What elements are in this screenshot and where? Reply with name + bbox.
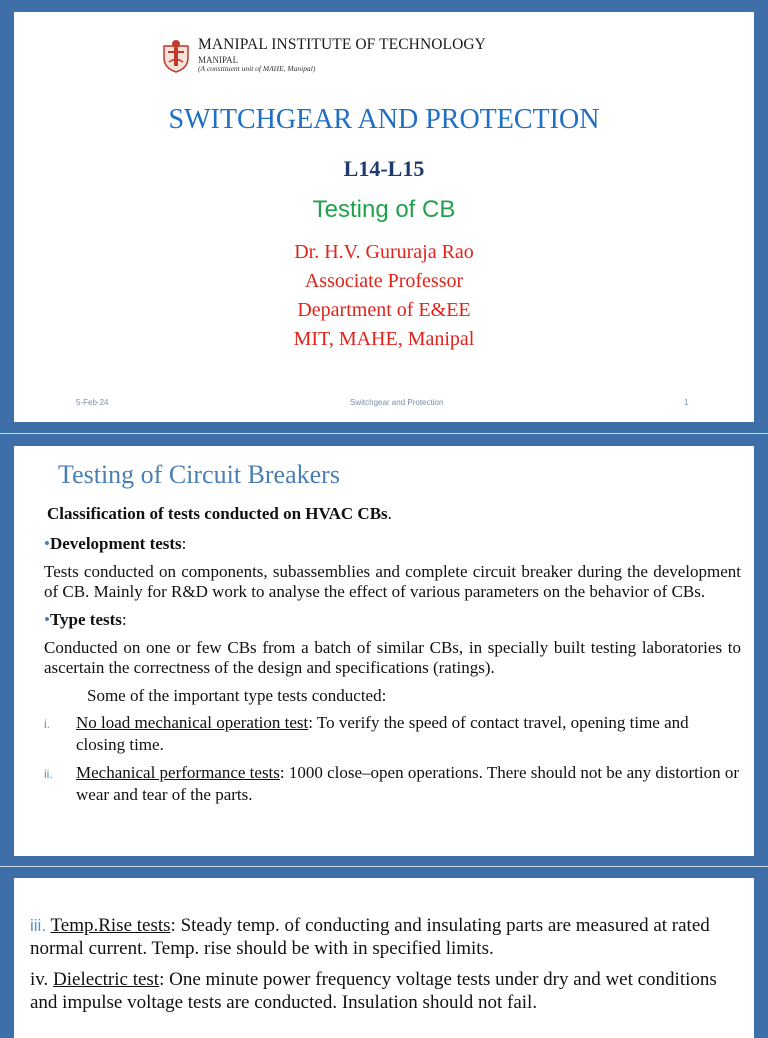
- slide-divider: [0, 866, 768, 867]
- development-tests-heading: •Development tests:: [44, 534, 187, 553]
- slide-testing-overview: [14, 446, 754, 856]
- list-item: [30, 914, 742, 960]
- list-item: [30, 968, 742, 1014]
- footer-date: 5-Feb-24: [76, 398, 109, 407]
- list-item-text: : Steady temp. of conducting and insulating parts are measured at rated normal current. Temp. rise should be with in specified limits.: [30, 915, 710, 959]
- list-number: iii.: [30, 916, 47, 935]
- list-item-label: Mechanical performance tests: [76, 763, 280, 782]
- author-affiliation: MIT, MAHE, Manipal: [293, 328, 475, 350]
- list-item-label: Dielectric test: [53, 969, 160, 990]
- slide-heading: Testing of Circuit Breakers: [58, 460, 340, 489]
- institute-name: MANIPAL INSTITUTE OF TECHNOLOGY: [198, 36, 486, 53]
- list-item: [44, 762, 741, 806]
- list-number: ii.: [44, 767, 53, 781]
- classification-line: Classification of tests conducted on HVAC CBs.: [47, 504, 392, 523]
- list-item-text: : To verify the speed of contact travel, opening time and closing time.: [76, 713, 689, 754]
- institute-city: MANIPAL: [198, 55, 239, 65]
- slide-divider: [0, 433, 768, 434]
- footer-course: Switchgear and Protection: [350, 398, 444, 407]
- bullet-icon: •: [44, 534, 50, 553]
- development-tests-description: Tests conducted on components, subassemblies and complete circuit breaker during the development of CB. Mainly for R&D work to analyse the effect of various parameters on the behavior of CBs.: [44, 562, 741, 601]
- slide-title: [14, 12, 754, 422]
- type-tests-heading: •Type tests:: [44, 610, 127, 629]
- crest-icon: [160, 38, 192, 74]
- footer-page-number: 1: [684, 398, 689, 407]
- type-tests-label: Type tests: [49, 610, 122, 629]
- type-tests-intro: Some of the important type tests conducted:: [87, 686, 387, 705]
- list-item: [44, 712, 741, 756]
- institute-tagline: (A constituent unit of MAHE, Manipal): [198, 64, 316, 73]
- list-item-label: No load mechanical operation test: [76, 713, 309, 732]
- slide-type-tests-continued: [14, 878, 754, 1038]
- author-department: Department of E&EE: [297, 299, 471, 321]
- topic-title: Testing of CB: [312, 196, 456, 223]
- institute-logo: [160, 34, 530, 84]
- lecture-code: L14-L15: [343, 156, 425, 181]
- type-tests-description: Conducted on one or few CBs from a batch of similar CBs, in specially built testing laboratories to ascertain the correctness of the design and specifications (ratings).: [44, 638, 741, 677]
- list-item-text: : One minute power frequency voltage tests under dry and wet conditions and impulse voltage tests are conducted. Insulation should not fail.: [30, 969, 717, 1013]
- list-item-text: : 1000 close–open operations. There should not be any distortion or wear and tear of the parts.: [76, 763, 739, 804]
- author-name: Dr. H.V. Gururaja Rao: [294, 241, 474, 263]
- slide-body: [44, 504, 741, 812]
- slide-body: [30, 914, 742, 1022]
- list-number: i.: [44, 717, 50, 731]
- bullet-icon: •: [44, 610, 50, 629]
- list-number: iv.: [30, 969, 49, 990]
- classification-label: Classification of tests conducted on HVAC CBs: [47, 504, 388, 523]
- author-position: Associate Professor: [304, 270, 464, 292]
- list-item-label: Temp.Rise tests: [50, 915, 171, 936]
- author-block: [14, 238, 754, 354]
- course-title: SWITCHGEAR AND PROTECTION: [168, 104, 600, 135]
- development-tests-label: Development tests: [49, 534, 182, 553]
